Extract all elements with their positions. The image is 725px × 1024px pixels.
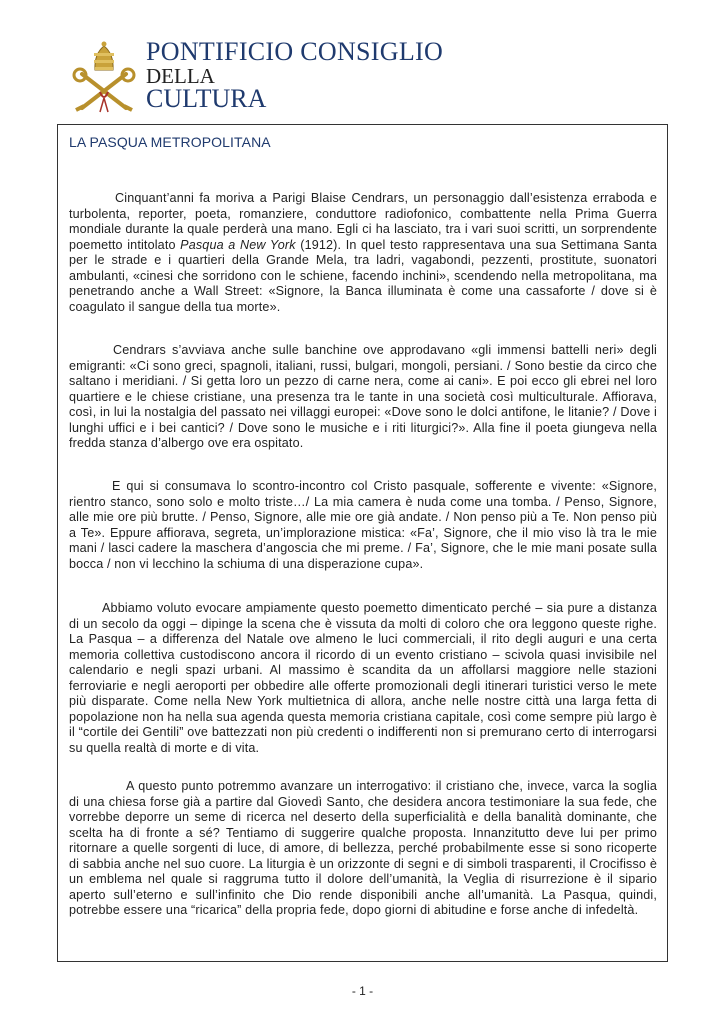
paragraph-5-text: A questo punto potremmo avanzare un interrogativo: il cristiano che, invece, varca la soglia di una chiesa forse già a partire dal Giovedì Santo, che desidera ancora testimoniare la sua fede, che vorrebbe deporre un seme di ricerca nel deserto della superficialità e della banalità dominante, che scelta ha di fronte a sé? Tentiamo di suggerire qualche proposta. Innanzitutto deve lui per primo ritornare a quelle sorgenti di luce, di amore, di bellezza, perché probabilmente esse si sono ricoperte di sabbia anche nel suo cuore. La liturgia è un orizzonte di segni e di simboli trasparenti, il Crocifisso è un emblema nel quale si raggruma tutto il dolore dell’umanità, la Veglia di risurrezione è il sipario aperto sull’eterno e sull’infinito che Dio rende disponibili anche all’umanità. La Pasqua, quindi, potrebbe essere una “ricarica” della propria fede, dopo giorni di abitudine e forse anche di infedeltà. bbox=[69, 779, 657, 917]
org-line-2: DELLA bbox=[146, 64, 215, 88]
paragraph-3 bbox=[69, 479, 657, 572]
paragraph-2-text: Cendrars s’avviava anche sulle banchine ove approdavano «gli immensi battelli neri» degli emigranti: «Ci sono greci, spagnoli, italiani, russi, bulgari, mongoli, persiani. / Sono bestie da circo che saltano i meridiani. / Si getta loro un pezzo di carne nera, come ai cani». E poi ecco gli ebrei nel loro quartiere e le chiese cristiane, una presenza tra le tante in una società così multiculturale. Affiorava, così, in lui la nostalgia del passato nei villaggi europei: «Dove sono le dolci antifone, le litanie? / Dove i lunghi uffici e i bei cantici? / Dove sono le musiche e i riti liturgici?». Alla fine il poeta giungeva nella fredda stanza d’albergo ove era ospitato. bbox=[69, 343, 657, 450]
article-title: LA PASQUA METROPOLITANA bbox=[69, 134, 271, 150]
org-line-3: CULTURA bbox=[146, 84, 267, 113]
poem-title: Pasqua a New York bbox=[180, 237, 296, 252]
paragraph-5 bbox=[69, 779, 657, 919]
paragraph-3-text: E qui si consumava lo scontro-incontro col Cristo pasquale, sofferente e vivente: «Signore, rientro stanco, sono solo e molto triste…/ La mia camera è nuda come una tomba. / Penso, Signore, alle mie ore più brutte. / Penso, Signore, alle mie ore già andate. / Non penso più a Te. Non penso più a Te». Eppure affiorava, segreta, un’implorazione mistica: «Fa’, Signore, che il mio viso là tra le mie mani / lasci cadere la maschera d’angoscia che mi preme. / Fa’, Signore, che le mie mani posate sulla bocca / non vi lecchino la schiuma di una disperazione cupa». bbox=[69, 479, 657, 571]
header bbox=[70, 38, 490, 116]
paragraph-1-text-b: (1912). In quel testo rappresentava una sua Settimana Santa per le strade e i quartieri della Grande Mela, tra ladri, vagabondi, pezzenti, prostitute, suonatori ambulanti, «cinesi che sorridono con le schiene, facendo inchini», scendendo nella metropolitana, ma penetrando anche a Wall Street: «Signore, la Banca illuminata è come una cassaforte / dove si è coagulato il sangue della tua morte». bbox=[69, 237, 657, 314]
paragraph-4-text: Abbiamo voluto evocare ampiamente questo poemetto dimenticato perché – sia pure a distanza di un secolo da oggi – dipinge la scena che è vissuta da molti di coloro che ora leggono queste righe. La Pasqua – a differenza del Natale ove almeno le luci commerciali, il rito degli auguri e una certa memoria collettiva custodiscono ancora il ricordo di un evento cristiano – scivola quasi invisibile nel calendario e negli spazi urbani. Al massimo è scandita da un affollarsi maggiore nelle stazioni ferroviarie e negli aeroporti per obbedire alle offerte promozionali degli itinerari turistici verso le mete più disparate. Come nella New York multietnica di allora, anche nelle nostre città una larga fetta di popolazione non ha nella sua agenda questa memoria cristiana capitale, così come sempre più largo è il “cortile dei Gentili” ove battezzati non più credenti o indifferenti non si premurano certo di interrogarsi su quella realtà di morte e di vita. bbox=[69, 601, 657, 755]
page-number: - 1 - bbox=[351, 984, 374, 998]
org-line-1: PONTIFICIO CONSIGLIO bbox=[146, 37, 444, 66]
paragraph-4 bbox=[69, 601, 657, 756]
paragraph-1 bbox=[69, 191, 657, 315]
organization-name bbox=[146, 38, 443, 112]
paragraph-2 bbox=[69, 343, 657, 452]
paragraph-1-text-a: Cinquant’anni fa moriva a Parigi Blaise Cendrars, un personaggio dall’esistenza erraboda e turbolenta, reporter, poeta, romanziere, conduttore radiofonico, combattente nella Prima Guerra mondiale durante la quale perderà una mano. Egli ci ha lasciato, tra i vari suoi scritti, un sorprendente poemetto intitolato bbox=[69, 191, 657, 252]
papal-emblem-icon bbox=[70, 40, 138, 116]
